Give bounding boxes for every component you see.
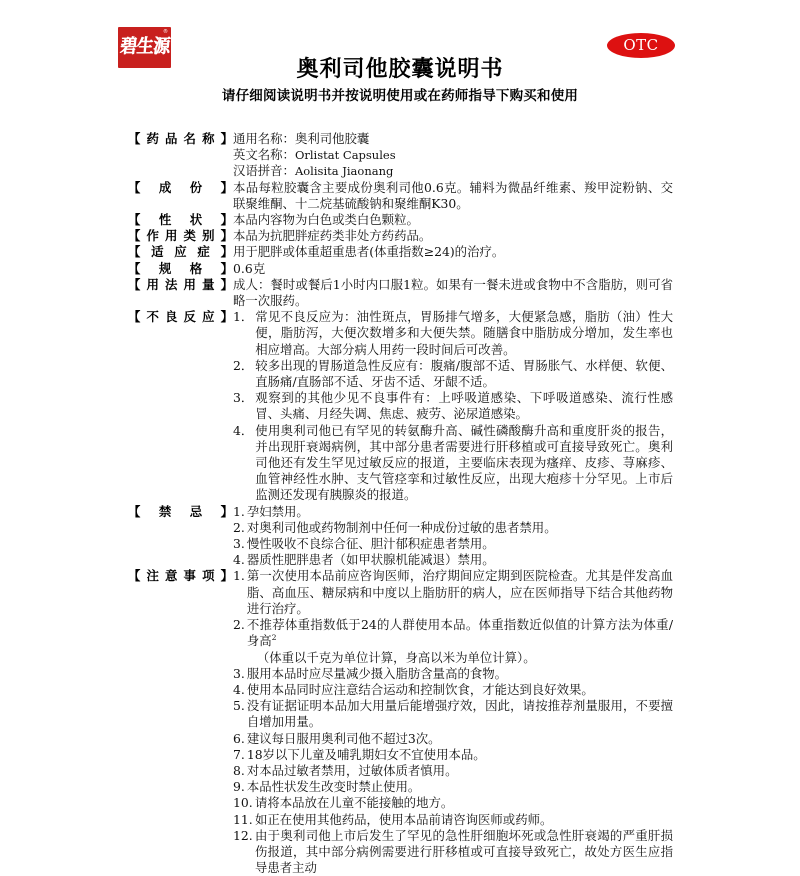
brand-logo-text: 碧生源 — [118, 35, 171, 59]
drug-name-generic-row — [233, 131, 673, 147]
list-item — [233, 536, 673, 552]
list-item — [233, 682, 673, 698]
section-label-dosage: 【 用 法 用 量 】 — [128, 276, 233, 292]
list-item-text: 18岁以下儿童及哺乳期妇女不宜使用本品。 — [246, 746, 486, 762]
list-item — [233, 617, 673, 666]
section-content-category: 本品为抗肥胖症药类非处方药药品。 — [233, 228, 432, 244]
section-category — [128, 228, 673, 244]
list-item-text: 对本品过敏者禁用，过敏体质者慎用。 — [246, 762, 458, 778]
section-content-precautions — [233, 568, 673, 876]
list-item — [233, 552, 673, 568]
section-indications — [128, 244, 673, 260]
list-item — [233, 731, 673, 747]
drug-name-pinyin-key: 汉语拼音： — [233, 163, 295, 179]
list-item-text: 对奥利司他或药物制剂中任何一种成份过敏的患者禁用。 — [246, 519, 557, 535]
list-item — [233, 698, 673, 730]
list-item — [233, 390, 673, 422]
list-item-number: 2. — [233, 617, 245, 633]
section-description — [128, 212, 673, 228]
list-item-number: 1. — [233, 568, 245, 584]
list-item-number: 8. — [233, 762, 245, 778]
list-item-text: 建议每日服用奥利司他不超过3次。 — [246, 730, 441, 746]
list-item-number: 4. — [233, 552, 245, 568]
list-item-text: 较多出现的胃肠道急性反应有：腹痛/腹部不适、胃肠胀气、水样便、软便、直肠痛/直肠部不适、牙齿不适、牙龈不适。 — [255, 357, 673, 390]
list-item — [233, 763, 673, 779]
list-item-text: 器质性肥胖患者（如甲状腺机能减退）禁用。 — [246, 552, 495, 568]
drug-name-generic-value: 奥利司他胶囊 — [294, 131, 370, 146]
list-item — [233, 309, 673, 358]
list-item-text: 本品性状发生改变时禁止使用。 — [246, 779, 421, 795]
list-item-text: 孕妇禁用。 — [246, 503, 309, 519]
list-item-text: 请将本品放在儿童不能接触的地方。 — [255, 795, 454, 811]
section-label-drug-name: 【 药 品 名 称 】 — [128, 131, 233, 146]
drug-name-english-row — [233, 147, 673, 163]
section-adverse-reactions — [128, 309, 673, 503]
section-dosage — [128, 277, 673, 309]
list-item-text: 第一次使用本品前应咨询医师，治疗期间应定期到医院检查。尤其是伴发高血脂、高血压、糖尿病和中度以上脂肪肝的病人，应在医师指导下结合其他药物进行治疗。 — [246, 568, 673, 616]
list-item-number: 6. — [233, 730, 245, 746]
section-content-dosage: 成人：餐时或餐后1小时内口服1粒。如果有一餐未进或食物中不含脂肪，则可省略一次服药。 — [233, 276, 673, 309]
list-item — [233, 747, 673, 763]
list-item-number: 7. — [233, 746, 245, 762]
document-header — [0, 0, 800, 118]
list-item-number: 5. — [233, 698, 245, 714]
section-label-precautions: 【 注 意 事 项 】 — [128, 568, 233, 584]
list-item-number: 1． — [233, 309, 254, 325]
section-label-category: 【 作 用 类 别 】 — [128, 228, 233, 244]
list-item-text: 慢性吸收不良综合征、胆汁郁积症患者禁用。 — [246, 536, 495, 552]
section-label-ingredients: 【 成 份 】 — [128, 179, 233, 195]
list-item — [233, 568, 673, 617]
list-item-text — [247, 617, 673, 666]
section-contraindications — [128, 504, 673, 569]
insert-body — [128, 131, 673, 876]
list-item-number: 9. — [233, 779, 245, 795]
list-item-text: 使用本品同时应注意结合运动和控制饮食，才能达到良好效果。 — [246, 681, 594, 697]
list-item-text-main: 不推荐体重指数低于24的人群使用本品。体重指数近似值的计算方法为体重/身高 — [246, 617, 673, 649]
section-precautions — [128, 568, 673, 876]
section-ingredients — [128, 180, 673, 212]
drug-name-english-key: 英文名称： — [233, 147, 295, 163]
list-item — [233, 795, 673, 811]
page-title: 奥利司他胶囊说明书 — [296, 57, 504, 82]
list-item-text: 使用奥利司他已有罕见的转氨酶升高、碱性磷酸酶升高和重度肝炎的报告，并出现肝衰竭病例，其中部分患者需要进行肝移植或可直接导致死亡。奥利司他还有发生罕见过敏反应的报道，主要临床表现为瘙痒、皮疹、荨麻疹、血管神经性水肿、支气管痉挛和过敏性反应，出现大疱疹十分罕见。上市后监测还发现有胰腺炎的报道。 — [255, 422, 673, 503]
page-subtitle: 请仔细阅读说明书并按说明使用或在药师指导下购买和使用 — [221, 88, 579, 104]
otc-badge-label: OTC — [623, 36, 659, 54]
section-content-specification: 0.6克 — [233, 260, 266, 276]
list-item-text: 观察到的其他少见不良事件有：上呼吸道感染、下呼吸道感染、流行性感冒、头痛、月经失调、焦虑、疲劳、泌尿道感染。 — [255, 390, 673, 422]
section-label-indications: 【 适 应 症 】 — [128, 244, 233, 260]
list-item-number: 3. — [233, 665, 245, 681]
drug-name-english-value: Orlistat Capsules — [294, 148, 396, 163]
list-item-number: 3． — [233, 390, 254, 406]
list-item — [233, 666, 673, 682]
list-item — [233, 812, 673, 828]
list-item-number: 4. — [233, 681, 245, 697]
section-content-contraindications — [233, 504, 673, 569]
section-label-specification: 【 规 格 】 — [128, 260, 233, 276]
section-specification — [128, 261, 673, 277]
drug-name-pinyin-value: Aolisita Jiaonang — [294, 164, 394, 179]
list-item — [233, 520, 673, 536]
section-content-description: 本品内容物为白色或类白色颗粒。 — [233, 212, 419, 228]
section-content-adverse-reactions — [233, 309, 673, 503]
list-item-text: 由于奥利司他上市后发生了罕见的急性肝细胞坏死或急性肝衰竭的严重肝损伤报道，其中部分病例需要进行肝移植或可直接导致死亡，故处方医生应指导患者主动 — [255, 827, 673, 876]
section-content-drug-name — [233, 131, 673, 180]
list-item-number: 4． — [233, 422, 254, 438]
list-item-number: 12. — [233, 827, 253, 843]
list-item-number: 1. — [233, 503, 245, 519]
list-item-text-continued: （体重以千克为单位计算，身高以米为单位计算）。 — [256, 649, 536, 665]
list-item — [233, 504, 673, 520]
list-item-number: 2． — [233, 357, 254, 373]
list-item-text: 常见不良反应为：油性斑点，胃肠排气增多，大便紧急感，脂肪（油）性大便，脂肪泻，大便次数增多和大便失禁。随膳食中脂肪成分增加，发生率也相应增高。大部分病人用药一段时间后可改善。 — [255, 309, 673, 357]
section-label-contraindications: 【 禁 忌 】 — [128, 503, 233, 519]
section-label-adverse-reactions: 【 不 良 反 应 】 — [128, 309, 233, 325]
list-item-number: 10. — [233, 795, 253, 811]
list-item — [233, 828, 673, 876]
superscript-exponent: 2 — [271, 633, 277, 643]
list-item-number: 2. — [233, 519, 245, 535]
list-item-text: 如正在使用其他药品，使用本品前请咨询医师或药师。 — [255, 811, 553, 827]
list-item — [233, 423, 673, 504]
list-item-number: 11. — [233, 811, 253, 827]
list-item-text: 没有证据证明本品加大用量后能增强疗效，因此，请按推荐剂量服用，不要擅自增加用量。 — [246, 698, 673, 730]
registered-trademark-icon: ® — [163, 29, 168, 35]
section-content-ingredients: 本品每粒胶囊含主要成份奥利司他0.6克。辅料为微晶纤维素、羧甲淀粉钠、交联聚维酮、十二烷基硫酸钠和聚维酮K30。 — [233, 179, 673, 211]
section-content-indications: 用于肥胖或体重超重患者(体重指数≥24)的治疗。 — [233, 244, 505, 260]
drug-name-generic-key: 通用名称： — [233, 131, 295, 146]
section-drug-name — [128, 131, 673, 180]
list-item-text: 服用本品时应尽量减少摄入脂肪含量高的食物。 — [246, 665, 508, 681]
list-item — [233, 779, 673, 795]
drug-name-pinyin-row — [233, 163, 673, 179]
section-label-description: 【 性 状 】 — [128, 212, 233, 228]
list-item — [233, 358, 673, 390]
list-item-number: 3. — [233, 536, 245, 552]
